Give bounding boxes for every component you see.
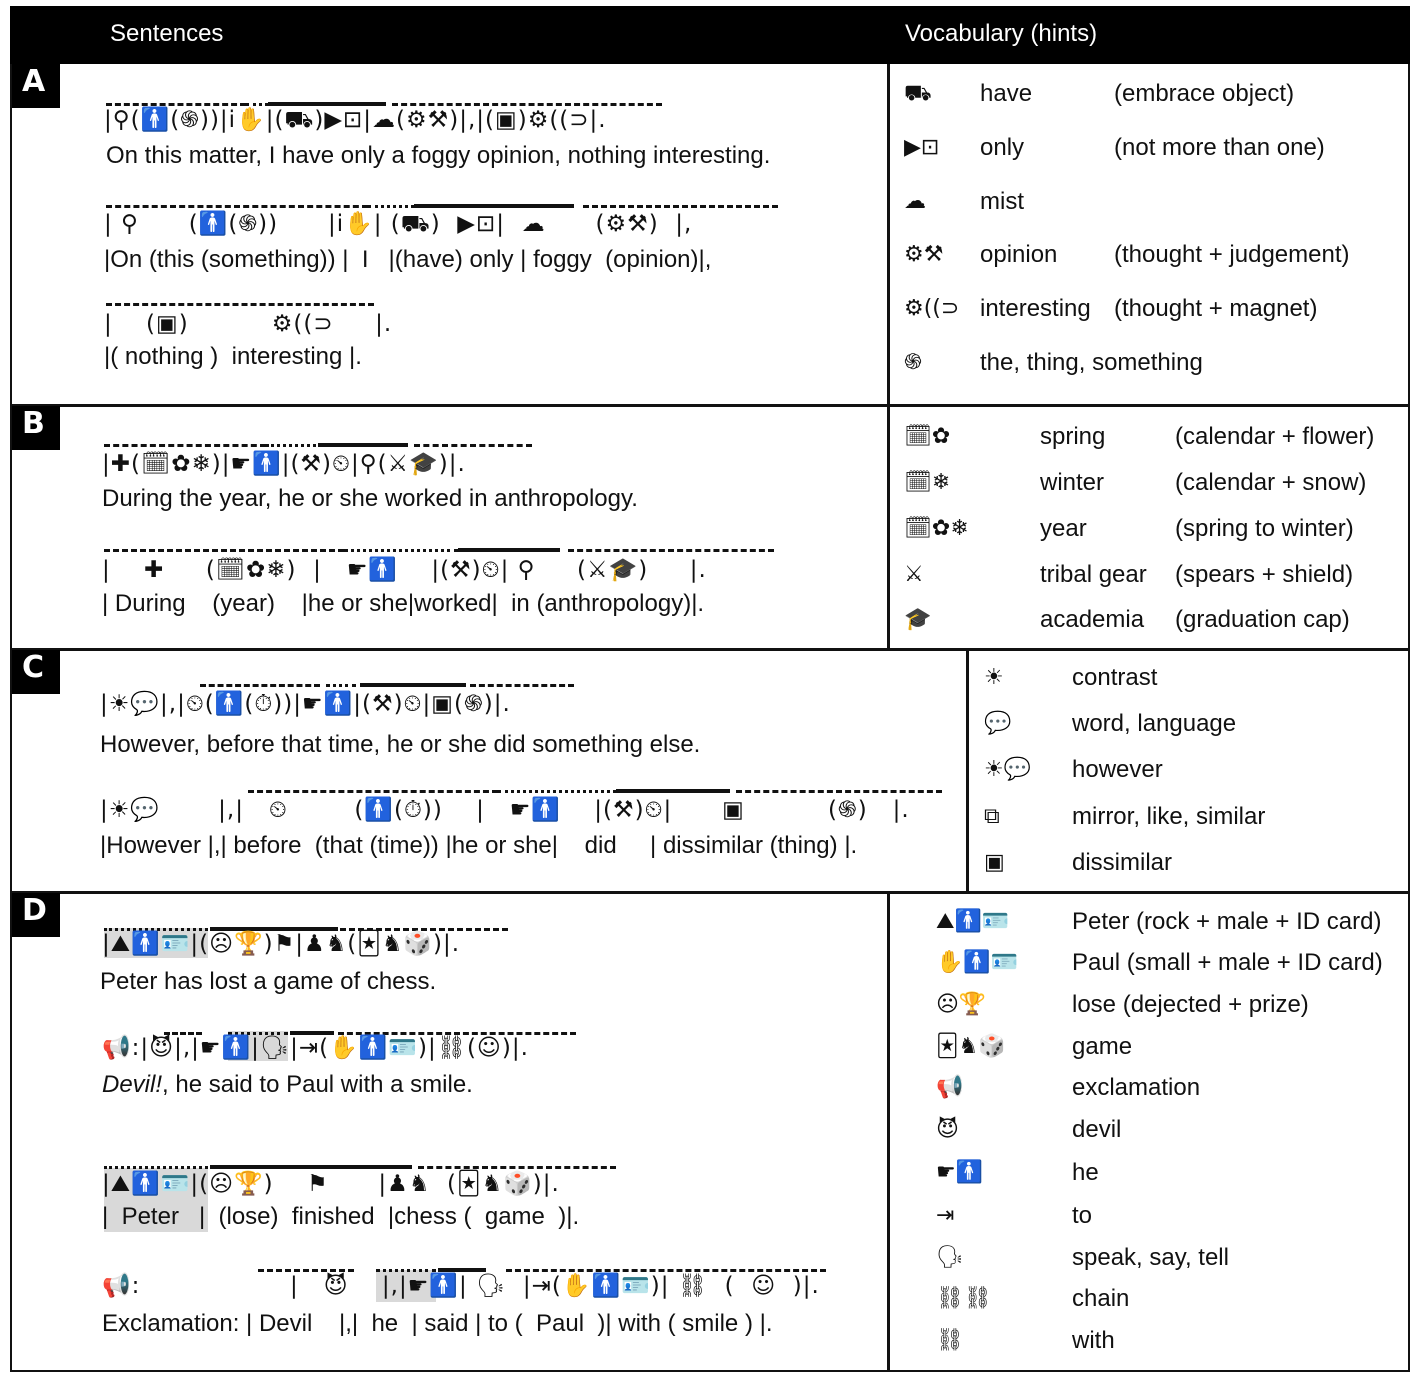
vocab-word: however <box>1072 756 1163 783</box>
gloss-words-d2: Exclamation: | Devil |,| he | said | to ( Paul )| with ( smile ) |. <box>102 1310 773 1337</box>
vocab-word: year <box>1040 515 1087 542</box>
speech-bubble-icon: 💬 <box>984 711 1012 736</box>
arrow-to-icon: ⇥ <box>936 1203 955 1228</box>
mist-icon: ☁ <box>904 189 926 214</box>
overline-solid <box>414 204 574 208</box>
overline-dashed <box>104 549 344 552</box>
column-divider-c <box>966 648 969 893</box>
gloss-symbols-a1: | ⚲ (🚹(֍)) |i✋| (⛟) ▶⊡| ☁ (⚙⚒) |, <box>104 211 693 237</box>
vocab-word: to <box>1072 1202 1093 1229</box>
sentence-d2 <box>102 1071 473 1099</box>
sentence-d1: Peter has lost a game of chess. <box>100 968 437 995</box>
peter-icon: ⛰🚹🪪 <box>936 909 1010 934</box>
overline-dashed <box>248 790 498 793</box>
overline-dotted <box>368 205 414 208</box>
spring-icon: 🗓✿ <box>904 424 951 449</box>
symbol-line-d2: 📢:|😈|,|☛🚹|🗣|⇥(✋🚹🪪)|⛓(☺)|. <box>102 1035 529 1061</box>
he-icon: ☛🚹 <box>936 1160 984 1185</box>
vocab-word: speak, say, tell <box>1072 1244 1229 1271</box>
section-label-c: C <box>12 650 60 694</box>
vocab-hint: (graduation cap) <box>1175 606 1350 633</box>
header-bar <box>10 6 1410 64</box>
overline-dashed <box>414 444 532 447</box>
section-label-a: A <box>12 64 60 108</box>
gloss-words-d1: | Peter | (lose) finished |chess ( game )|. <box>102 1203 580 1230</box>
symbol-line-b: |✚(🗓✿❄)|☛🚹|(⚒)⏲|⚲(⚔🎓)|. <box>102 451 466 477</box>
divider-c-d <box>10 891 1410 894</box>
mirror-icon: ⧉ <box>984 804 1000 829</box>
overline-dotted <box>104 1166 208 1169</box>
game-icon: 🃏♞🎲 <box>936 1034 1006 1059</box>
overline-dashed <box>418 1166 616 1169</box>
lose-icon: ☹🏆 <box>936 992 987 1017</box>
sentence-a: On this matter, I have only a foggy opinion, nothing interesting. <box>106 142 771 169</box>
sentence-d2-rest: , he said to Paul with a smile. <box>162 1071 473 1098</box>
vocab-hint: (spears + shield) <box>1175 561 1354 588</box>
gloss-symbols-d2: 📢: | 😈 |,|☛🚹| 🗣 |⇥(✋🚹🪪)| ⛓ ( ☺ )|. <box>102 1273 820 1299</box>
vocab-word: he <box>1072 1159 1099 1186</box>
gloss-words-a1: |On (this (something)) | I |(have) only | foggy (opinion)|, <box>104 246 712 273</box>
vocab-word: tribal gear <box>1040 561 1147 588</box>
column-divider-b <box>887 404 890 650</box>
symbol-line-d1: |⛰🚹🪪|(☹🏆)⚑|♟♞(🃏♞🎲)|. <box>102 931 461 957</box>
vocab-word: the, thing, something <box>980 349 1203 376</box>
vocab-word: word, language <box>1072 710 1237 737</box>
dissimilar-icon: ▣ <box>984 850 1005 875</box>
have-icon: ⛟ <box>904 81 932 106</box>
gloss-symbols-c: |☀💬 |,| ⏲ (🚹(⏱)) | ☛🚹 |(⚒)⏲| ▣ (֍) |. <box>100 797 910 823</box>
section-label-d: D <box>12 893 60 937</box>
vocab-hint: (thought + magnet) <box>1114 295 1318 322</box>
chain-icon: ⛓⛓ <box>936 1286 992 1311</box>
vocab-hint: (embrace object) <box>1114 80 1295 107</box>
overline-solid <box>458 548 560 552</box>
vocab-word: only <box>980 134 1025 161</box>
vocab-word: interesting <box>980 295 1091 322</box>
gloss-words-c: |However |,| before (that (time)) |he or she| did | dissimilar (thing) |. <box>100 832 858 859</box>
overline-dotted <box>344 549 458 552</box>
contrast-icon: ☀ <box>984 665 1004 690</box>
speaking-head-icon: 🗣 <box>936 1245 964 1270</box>
paul-icon: ✋🚹🪪 <box>936 950 1019 975</box>
devil-exclamation: Devil! <box>102 1071 163 1098</box>
vocab-word: game <box>1072 1033 1133 1060</box>
vocab-hint: (thought + judgement) <box>1114 241 1350 268</box>
year-icon: 🗓✿❄ <box>904 516 969 541</box>
column-divider-d <box>887 891 890 1372</box>
vocab-hint: (not more than one) <box>1114 134 1325 161</box>
vocab-word: opinion <box>980 241 1058 268</box>
divider-b-c <box>10 648 1410 651</box>
overline-solid <box>210 1165 412 1169</box>
overline-dashed <box>470 684 574 687</box>
vocabulary-heading: Vocabulary (hints) <box>905 20 1098 47</box>
vocab-word: lose (dejected + prize) <box>1072 991 1309 1018</box>
opinion-icon: ⚙⚒ <box>904 242 944 267</box>
overline-dashed <box>736 790 942 793</box>
vocab-word: with <box>1072 1327 1115 1354</box>
vocab-word: contrast <box>1072 664 1158 691</box>
tribal-gear-icon: ⚔ <box>904 562 924 587</box>
overline-dotted <box>498 790 616 793</box>
overline-dashed <box>104 444 266 447</box>
vocab-word: spring <box>1040 423 1106 450</box>
vocab-word: chain <box>1072 1285 1130 1312</box>
vocab-word: mirror, like, similar <box>1072 803 1266 830</box>
devil-icon: 😈 <box>936 1117 959 1142</box>
overline-dashed <box>200 684 320 687</box>
only-icon: ▶⊡ <box>904 135 940 160</box>
divider-a-b <box>10 404 1410 407</box>
section-label-b: B <box>12 406 60 450</box>
vocab-word: have <box>980 80 1033 107</box>
overline-dotted <box>266 444 316 447</box>
gloss-symbols-a2: | (▣) ⚙((⊃ |. <box>104 311 393 337</box>
vocab-word: Peter (rock + male + ID card) <box>1072 908 1382 935</box>
vocab-word: dissimilar <box>1072 849 1173 876</box>
sentence-c: However, before that time, he or she did something else. <box>100 731 701 758</box>
megaphone-icon: 📢 <box>936 1075 964 1100</box>
vocab-word: devil <box>1072 1116 1122 1143</box>
winter-icon: 🗓❄ <box>904 470 951 495</box>
vocab-word: mist <box>980 188 1024 215</box>
graduation-cap-icon: 🎓 <box>904 607 932 632</box>
overline-dotted <box>326 684 356 687</box>
overline-dashed <box>568 549 774 552</box>
vocab-hint: (spring to winter) <box>1175 515 1354 542</box>
fingerprint-icon: ֍ <box>904 350 922 375</box>
overline-solid <box>616 789 730 793</box>
vocab-word: Paul (small + male + ID card) <box>1072 949 1383 976</box>
vocab-word: exclamation <box>1072 1074 1201 1101</box>
link-icon: ⛓ <box>936 1328 964 1353</box>
interesting-icon: ⚙((⊃ <box>904 296 960 321</box>
vocab-hint: (calendar + snow) <box>1175 469 1367 496</box>
overline-dashed <box>106 205 368 208</box>
gloss-symbols-d1: |⛰🚹🪪|(☹🏆) ⚑ |♟♞ (🃏♞🎲)|. <box>102 1171 560 1197</box>
vocab-word: winter <box>1040 469 1105 496</box>
overline-solid <box>318 443 408 447</box>
vocab-hint: (calendar + flower) <box>1175 423 1375 450</box>
vocab-word: academia <box>1040 606 1145 633</box>
gloss-symbols-b: | ✚ (🗓✿❄) | ☛🚹 |(⚒)⏲| ⚲ (⚔🎓) |. <box>102 557 707 583</box>
symbol-line-a: |⚲(🚹(֍))|i✋|(⛟)▶⊡|☁(⚙⚒)|,|(▣)⚙((⊃|. <box>104 107 607 133</box>
overline-dashed <box>106 303 374 306</box>
gloss-words-b: | During (year) |he or she|worked| in (anthropology)|. <box>102 590 705 617</box>
overline-dashed <box>583 205 778 208</box>
column-divider-a <box>887 64 890 406</box>
however-icon: ☀💬 <box>984 757 1032 782</box>
overline-solid <box>360 683 466 687</box>
gloss-words-a2: |( nothing ) interesting |. <box>104 343 362 370</box>
sentence-b: During the year, he or she worked in anthropology. <box>102 485 638 512</box>
sentences-heading: Sentences <box>110 20 224 47</box>
symbol-line-c: |☀💬|,|⏲(🚹(⏱))|☛🚹|(⚒)⏲|▣(֍)|. <box>100 691 511 717</box>
